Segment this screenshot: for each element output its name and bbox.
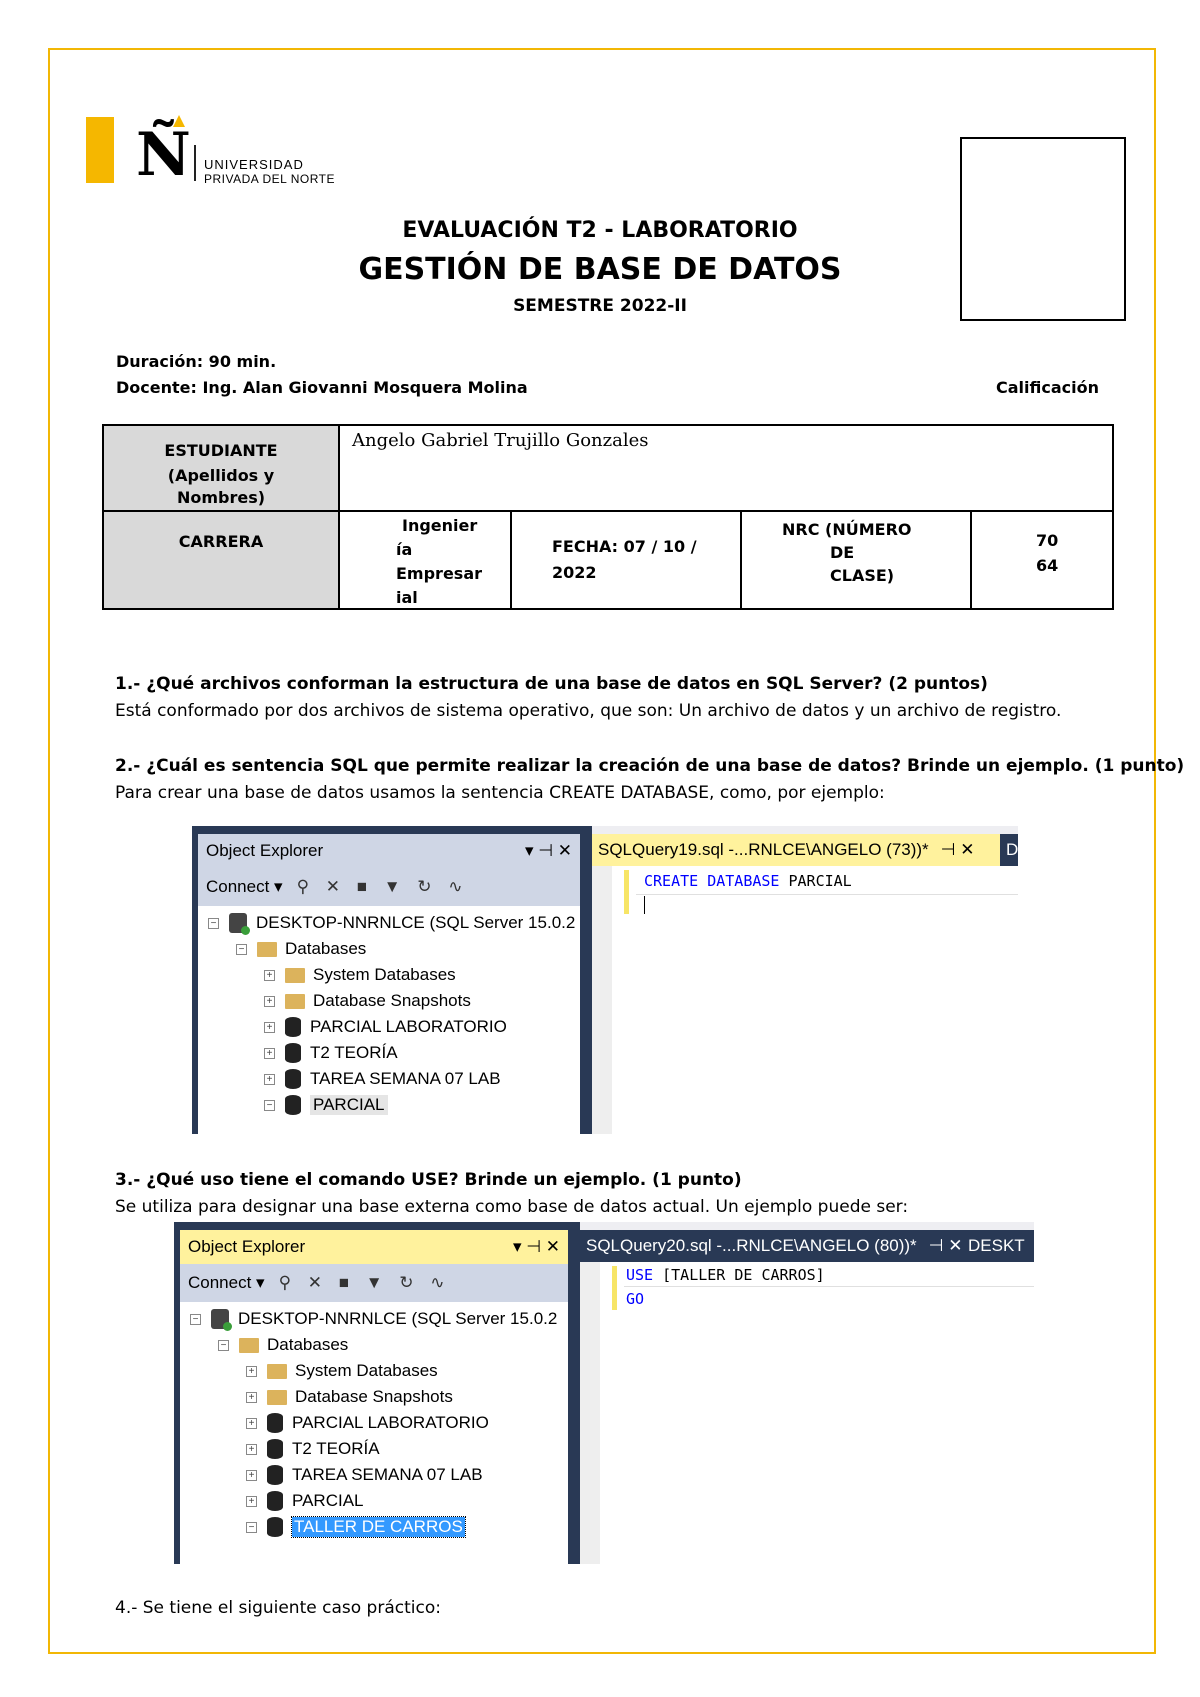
current-line — [636, 894, 1018, 895]
tree-server[interactable]: − DESKTOP-NNRNLCE (SQL Server 15.0.2 — [190, 1306, 557, 1332]
tree-item[interactable]: + PARCIAL LABORATORIO — [264, 1014, 507, 1040]
database-icon — [285, 1069, 301, 1089]
oe-title: Object Explorer — [206, 841, 324, 860]
career-line3: Empresar — [396, 564, 483, 583]
oe-toolbar — [198, 870, 580, 904]
tree-item-label: T2 TEORÍA — [310, 1043, 398, 1062]
server-icon — [211, 1309, 229, 1329]
code-keyword: GO — [626, 1290, 645, 1308]
query-tab[interactable] — [592, 834, 1000, 866]
query-tab[interactable] — [580, 1230, 962, 1262]
career-line1: Ingenier — [402, 516, 478, 535]
ssms-screenshot-2 — [174, 1222, 1034, 1564]
tree-item[interactable]: + Database Snapshots — [246, 1384, 453, 1410]
tree-item-label: TAREA SEMANA 07 LAB — [292, 1465, 483, 1484]
tree-item[interactable]: + PARCIAL — [246, 1488, 364, 1514]
date-cell — [512, 512, 742, 608]
nrc-value-cell — [972, 512, 1112, 608]
server-label: DESKTOP-NNRNLCE (SQL Server 15.0.2 — [238, 1309, 558, 1328]
duration: Duración: 90 min. — [116, 352, 277, 371]
exam-title: EVALUACIÓN T2 - LABORATORIO — [402, 218, 798, 243]
student-info-table — [102, 424, 1114, 610]
next-tab[interactable]: D — [1000, 834, 1018, 866]
tree-item-label: PARCIAL LABORATORIO — [310, 1017, 507, 1036]
database-icon — [267, 1491, 283, 1511]
code-line-2 — [626, 1290, 644, 1308]
tree-item-label: System Databases — [313, 965, 456, 984]
tab-label: SQLQuery20.sql -...RNLCE\ANGELO (80))* — [586, 1236, 917, 1255]
logo-bar — [86, 117, 114, 183]
student-name: Angelo Gabriel Trujillo Gonzales — [340, 426, 1112, 512]
oe-tree — [180, 1302, 568, 1564]
database-icon — [267, 1465, 283, 1485]
tab-label: SQLQuery19.sql -...RNLCE\ANGELO (73))* — [598, 840, 929, 859]
tree-item-label: PARCIAL — [292, 1491, 364, 1510]
nrc-value-line1: 70 — [1036, 531, 1059, 550]
oe-toolbar — [180, 1266, 568, 1300]
database-icon — [285, 1095, 301, 1115]
change-marker — [612, 1266, 617, 1310]
oe-pin-close-icon[interactable]: ▾ ⊣ ✕ — [524, 841, 572, 860]
career-value — [340, 512, 512, 608]
university-logo — [86, 115, 366, 190]
tree-item[interactable]: + Database Snapshots — [264, 988, 471, 1014]
tree-item[interactable]: + T2 TEORÍA — [246, 1436, 380, 1462]
nrc-label-cell — [742, 512, 972, 608]
connect-button[interactable]: Connect ▾ — [206, 877, 283, 896]
tree-server[interactable]: − DESKTOP-NNRNLCE (SQL Server 15.0.2 — [208, 910, 575, 936]
tree-item-label: PARCIAL — [310, 1095, 388, 1115]
folder-icon — [267, 1390, 287, 1405]
question-2: 2.- ¿Cuál es sentencia SQL que permite realizar la creación de una base de datos? Brinde un ejemplo. (1 punto) — [115, 756, 1185, 776]
course-title: GESTIÓN DE BASE DE DATOS — [358, 252, 842, 287]
folder-icon — [239, 1338, 259, 1353]
tree-item-label: Database Snapshots — [313, 991, 471, 1010]
logo-n-mark: Ñ — [136, 120, 191, 190]
database-icon — [285, 1017, 301, 1037]
student-label-cell — [104, 426, 340, 512]
question-3: 3.- ¿Qué uso tiene el comando USE? Brinde un ejemplo. (1 punto) — [115, 1170, 742, 1190]
code-line-1 — [644, 872, 852, 890]
tree-item[interactable]: + System Databases — [264, 962, 456, 988]
tree-item-selected[interactable]: − TALLER DE CARROS — [246, 1514, 465, 1540]
logo-text-line2: PRIVADA DEL NORTE — [204, 172, 335, 186]
tree-item-label: T2 TEORÍA — [292, 1439, 380, 1458]
folder-icon — [285, 968, 305, 983]
editor-margin — [592, 866, 612, 1134]
tree-item-label: TAREA SEMANA 07 LAB — [310, 1069, 501, 1088]
tree-item[interactable]: + System Databases — [246, 1358, 438, 1384]
folder-icon — [285, 994, 305, 1009]
nrc-label-line3: CLASE) — [830, 566, 895, 585]
tree-databases[interactable]: − Databases — [236, 936, 366, 962]
query-editor[interactable] — [580, 1262, 1034, 1564]
grade-label: Calificación — [996, 378, 1099, 397]
database-icon — [285, 1043, 301, 1063]
current-line — [624, 1286, 1034, 1287]
object-explorer-panel — [198, 834, 580, 1134]
answer-2: Para crear una base de datos usamos la sentencia CREATE DATABASE, como, por ejemplo: — [115, 783, 885, 803]
editor-margin — [580, 1262, 600, 1564]
oe-tree — [198, 906, 580, 1134]
folder-icon — [257, 942, 277, 957]
student-label-line2: (Apellidos y — [167, 466, 275, 485]
toolbar-icons[interactable]: ⚲ ✕ ■ ▼ ↻ ∿ — [278, 1273, 451, 1292]
question-4: 4.- Se tiene el siguiente caso práctico: — [115, 1598, 441, 1618]
student-label: ESTUDIANTE — [164, 441, 278, 460]
career-label: CARRERA — [104, 512, 340, 608]
tree-databases[interactable]: − Databases — [218, 1332, 348, 1358]
oe-pin-close-icon[interactable]: ▾ ⊣ ✕ — [512, 1237, 560, 1256]
toolbar-icons[interactable]: ⚲ ✕ ■ ▼ ↻ ∿ — [296, 877, 469, 896]
tree-item[interactable]: + TAREA SEMANA 07 LAB — [264, 1066, 501, 1092]
tree-item[interactable]: − PARCIAL — [264, 1092, 388, 1118]
server-icon — [229, 913, 247, 933]
database-icon — [267, 1517, 283, 1537]
tab-close-icon[interactable]: ⊣ ✕ — [928, 1236, 963, 1255]
career-line4: ial — [396, 588, 418, 607]
code-keyword: CREATE DATABASE — [644, 872, 780, 890]
date-line2: 2022 — [552, 563, 597, 582]
next-tab[interactable]: DESKT — [962, 1230, 1034, 1262]
tree-item-label: System Databases — [295, 1361, 438, 1380]
code-keyword: USE — [626, 1266, 654, 1284]
code-text: PARCIAL — [779, 872, 852, 890]
query-editor[interactable] — [592, 866, 1018, 1134]
career-line2: ía — [396, 540, 413, 559]
code-line-1 — [626, 1266, 825, 1284]
oe-title: Object Explorer — [188, 1237, 306, 1256]
database-icon — [267, 1439, 283, 1459]
logo-text-line1: UNIVERSIDAD — [204, 157, 304, 172]
semester: SEMESTRE 2022-II — [513, 296, 687, 316]
logo-divider — [194, 145, 196, 181]
tree-item-label: TALLER DE CARROS — [294, 1517, 463, 1536]
tree-item[interactable]: + PARCIAL LABORATORIO — [246, 1410, 489, 1436]
tree-item[interactable]: + TAREA SEMANA 07 LAB — [246, 1462, 483, 1488]
student-label-line3: Nombres) — [176, 488, 266, 507]
ssms-screenshot-1 — [192, 826, 1018, 1134]
tree-item-label: Database Snapshots — [295, 1387, 453, 1406]
answer-1: Está conformado por dos archivos de sistema operativo, que son: Un archivo de datos y un archivo de registro. — [115, 701, 1062, 721]
object-explorer-panel — [180, 1230, 568, 1564]
date-line1: FECHA: 07 / 10 / — [552, 537, 697, 556]
server-label: DESKTOP-NNRNLCE (SQL Server 15.0.2 — [256, 913, 576, 932]
oe-title-bar — [180, 1230, 568, 1264]
database-icon — [267, 1413, 283, 1433]
nrc-label-line2: DE — [830, 543, 855, 562]
oe-title-bar — [198, 834, 580, 868]
answer-3: Se utiliza para designar una base externa como base de datos actual. Un ejemplo puede ser: — [115, 1197, 909, 1217]
databases-label: Databases — [267, 1335, 349, 1354]
tab-close-icon[interactable]: ⊣ ✕ — [940, 840, 975, 859]
teacher: Docente: Ing. Alan Giovanni Mosquera Molina — [116, 378, 528, 397]
folder-icon — [267, 1364, 287, 1379]
tree-item[interactable]: + T2 TEORÍA — [264, 1040, 398, 1066]
nrc-value-line2: 64 — [1036, 556, 1059, 575]
change-marker — [624, 870, 629, 914]
code-text: [TALLER DE CARROS] — [653, 1266, 825, 1284]
tree-item-label: PARCIAL LABORATORIO — [292, 1413, 489, 1432]
text-cursor — [644, 896, 645, 914]
connect-button[interactable]: Connect ▾ — [188, 1273, 265, 1292]
databases-label: Databases — [285, 939, 367, 958]
question-1: 1.- ¿Qué archivos conforman la estructura de una base de datos en SQL Server? (2 puntos) — [115, 674, 988, 694]
nrc-label-line1: NRC (NÚMERO — [782, 520, 912, 539]
